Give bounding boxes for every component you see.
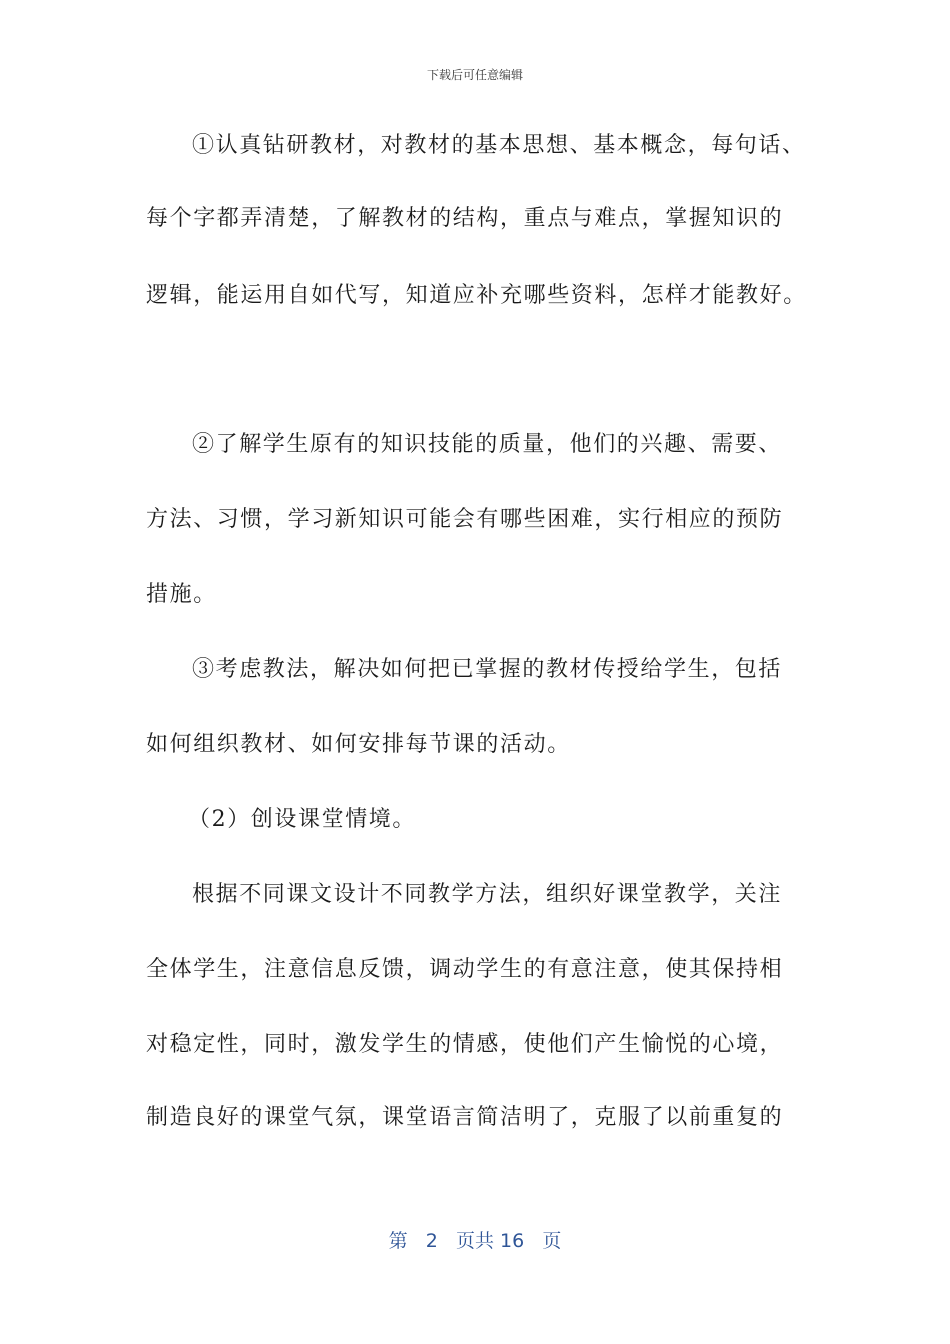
footer-prefix: 第 (388, 1230, 408, 1252)
page-footer (0, 1226, 950, 1253)
paragraph-1-line-3: 逻辑，能运用自如代写，知道应补充哪些资料，怎样才能教好。 (146, 283, 807, 308)
paragraph-5-line-3: 对稳定性，同时，激发学生的情感，使他们产生愉悦的心境， (146, 1032, 784, 1057)
footer-total-pages: 16 (500, 1230, 525, 1252)
paragraph-1-line-1: ①认真钻研教材，对教材的基本思想、基本概念，每句话、 (192, 133, 806, 158)
footer-suffix: 页 (542, 1230, 562, 1252)
paragraph-2-line-1: ②了解学生原有的知识技能的质量，他们的兴趣、需要、 (192, 432, 783, 457)
section-heading: （2）创设课堂情境。 (188, 807, 416, 832)
paragraph-5-line-1: 根据不同课文设计不同教学方法，组织好课堂教学，关注 (192, 882, 783, 907)
footer-current-page: 2 (425, 1230, 438, 1252)
paragraph-5-line-2: 全体学生，注意信息反馈，调动学生的有意注意，使其保持相 (146, 957, 784, 982)
paragraph-5-line-4: 制造良好的课堂气氛，课堂语言简洁明了，克服了以前重复的 (146, 1105, 784, 1130)
footer-mid: 页共 (455, 1230, 494, 1252)
paragraph-3-line-1: ③考虑教法，解决如何把已掌握的教材传授给学生，包括 (192, 657, 783, 682)
paragraph-1-line-2: 每个字都弄清楚，了解教材的结构，重点与难点，掌握知识的 (146, 206, 784, 231)
page-header: 下载后可任意编辑 (426, 68, 523, 82)
paragraph-2-line-2: 方法、习惯，学习新知识可能会有哪些困难，实行相应的预防 (146, 507, 784, 532)
paragraph-3-line-2: 如何组织教材、如何安排每节课的活动。 (146, 732, 571, 757)
paragraph-2-line-3: 措施。 (146, 582, 217, 607)
